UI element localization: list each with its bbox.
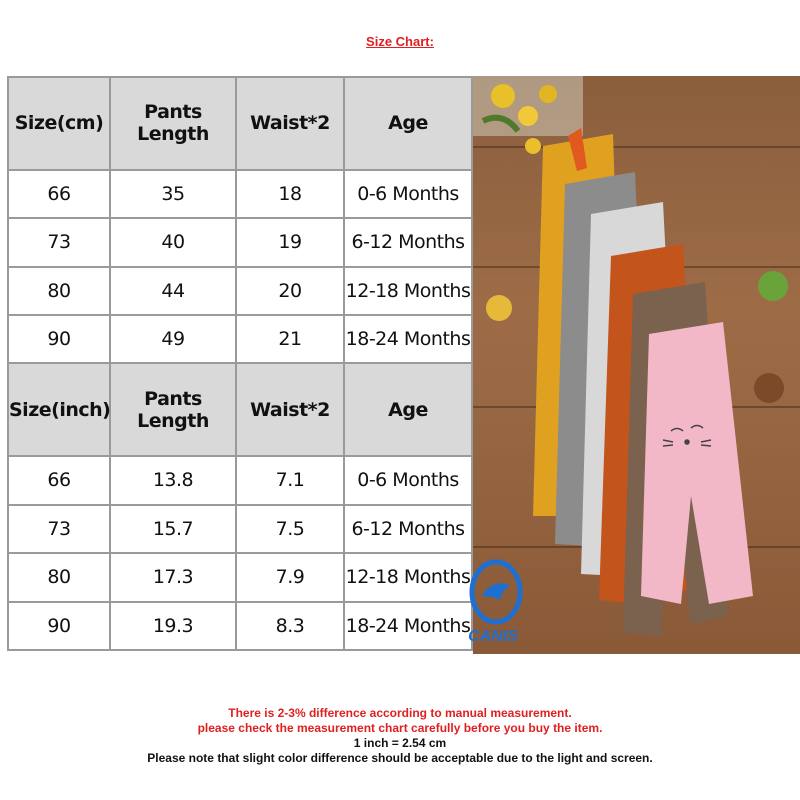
- header-cell: Waist*2: [236, 363, 344, 456]
- table-cell: 66: [8, 456, 110, 504]
- table-cell: 6-12 Months: [344, 218, 472, 266]
- table-cell: 73: [8, 505, 110, 553]
- table-cell: 20: [236, 267, 344, 315]
- note-line: Please note that slight color difference should be acceptable due to the light and screen.: [147, 751, 653, 765]
- table-cell: 19.3: [110, 602, 236, 650]
- table-row: [8, 505, 472, 553]
- header-cell: Pants Length: [110, 363, 236, 456]
- table-cell: 18-24 Months: [344, 602, 472, 650]
- table-cell: 49: [110, 315, 236, 363]
- cm-header-row: [8, 77, 472, 170]
- header-cell: Size(cm): [8, 77, 110, 170]
- table-cell: 66: [8, 170, 110, 218]
- header-cell: Age: [344, 363, 472, 456]
- table-cell: 15.7: [110, 505, 236, 553]
- note-line: There is 2-3% difference according to manual measurement.: [228, 706, 572, 720]
- table-cell: 80: [8, 553, 110, 601]
- table-row: [8, 170, 472, 218]
- measurement-notes: [0, 706, 800, 766]
- yarn-ball-yellow: [486, 295, 512, 321]
- table-cell: 6-12 Months: [344, 505, 472, 553]
- table-cell: 13.8: [110, 456, 236, 504]
- table-cell: 18: [236, 170, 344, 218]
- yarn-ball-green: [758, 271, 788, 301]
- logo-text: CANIS: [468, 628, 518, 645]
- table-row: [8, 602, 472, 650]
- note-line: 1 inch = 2.54 cm: [353, 736, 447, 750]
- table-cell: 7.9: [236, 553, 344, 601]
- brand-logo: [462, 556, 524, 652]
- table-row: [8, 267, 472, 315]
- table-cell: 35: [110, 170, 236, 218]
- header-cell: Age: [344, 77, 472, 170]
- table-cell: 90: [8, 602, 110, 650]
- table-cell: 7.5: [236, 505, 344, 553]
- table-cell: 40: [110, 218, 236, 266]
- header-cell: Pants Length: [110, 77, 236, 170]
- table-cell: 18-24 Months: [344, 315, 472, 363]
- table-cell: 0-6 Months: [344, 170, 472, 218]
- table-cell: 12-18 Months: [344, 553, 472, 601]
- table-cell: 21: [236, 315, 344, 363]
- table-row: [8, 218, 472, 266]
- size-chart-title: Size Chart:: [366, 34, 434, 49]
- table-row: [8, 315, 472, 363]
- table-cell: 80: [8, 267, 110, 315]
- table-cell: 7.1: [236, 456, 344, 504]
- table-cell: 17.3: [110, 553, 236, 601]
- header-cell: Size(inch): [8, 363, 110, 456]
- table-cell: 44: [110, 267, 236, 315]
- yarn-ball-brown: [754, 373, 784, 403]
- table-row: [8, 553, 472, 601]
- table-cell: 19: [236, 218, 344, 266]
- table-row: [8, 456, 472, 504]
- inch-header-row: [8, 363, 472, 456]
- table-cell: 12-18 Months: [344, 267, 472, 315]
- logo-icon: [462, 556, 524, 628]
- size-table: [7, 76, 473, 651]
- table-cell: 8.3: [236, 602, 344, 650]
- table-cell: 90: [8, 315, 110, 363]
- table-cell: 73: [8, 218, 110, 266]
- header-cell: Waist*2: [236, 77, 344, 170]
- table-cell: 0-6 Months: [344, 456, 472, 504]
- note-line: please check the measurement chart carefully before you buy the item.: [197, 721, 603, 735]
